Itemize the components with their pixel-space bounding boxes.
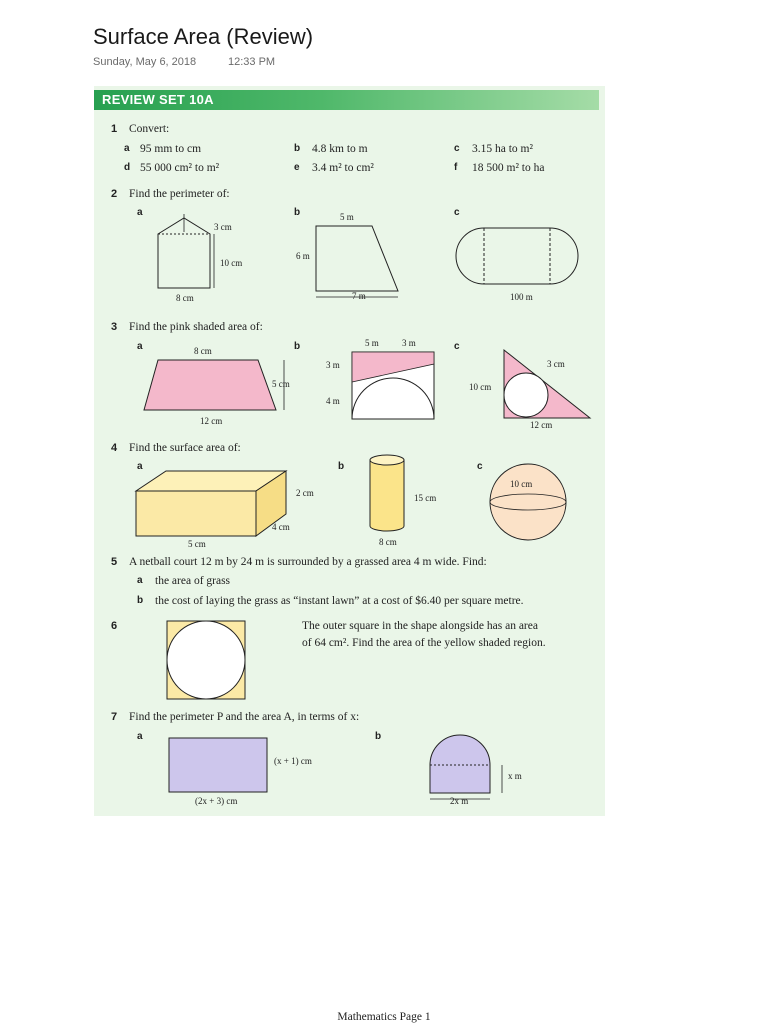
q7b-w: 2x m [450, 796, 469, 806]
q4-prompt: Find the surface area of: [129, 442, 241, 454]
q5-a-label: a [137, 575, 143, 586]
q4b-h: 15 cm [414, 493, 437, 503]
q3-number: 3 [111, 321, 118, 333]
q7-number: 7 [111, 711, 118, 723]
q2b-base: 7 m [352, 291, 366, 301]
q7a-rectangle-shape [168, 737, 270, 795]
q6-line2: of 64 cm². Find the area of the yellow shaded region. [302, 637, 546, 649]
note-time: 12:33 PM [228, 56, 276, 68]
q7b-arch-shape [428, 731, 518, 801]
page-footer: Mathematics Page 1 [337, 1011, 431, 1023]
q4a-h: 2 cm [296, 488, 314, 498]
q2-prompt: Find the perimeter of: [129, 188, 230, 200]
q7a-w: (2x + 3) cm [195, 796, 238, 806]
q4c-sphere-shape [484, 464, 574, 544]
q6-line1: The outer square in the shape alongside has an area [302, 620, 538, 632]
q2-c-label: c [454, 207, 460, 218]
q6-number: 6 [111, 620, 118, 632]
q7-a-label: a [137, 731, 143, 742]
q4c-d: 10 cm [510, 479, 533, 489]
q7-prompt: Find the perimeter P and the area A, in terms of x: [129, 711, 360, 723]
q3-a-label: a [137, 341, 143, 352]
q1-a-text: 95 mm to cm [140, 143, 202, 155]
q1-a-label: a [124, 143, 130, 154]
q4b-cylinder-shape [368, 454, 408, 534]
q1-b-label: b [294, 143, 301, 154]
q3c-base: 12 cm [530, 420, 553, 430]
q3c-side: 10 cm [469, 382, 492, 392]
q4-number: 4 [111, 442, 118, 454]
q4-b-label: b [338, 461, 345, 472]
review-sheet [94, 86, 605, 816]
q2-a-label: a [137, 207, 143, 218]
q2a-side: 10 cm [220, 258, 243, 268]
q2b-side: 6 m [296, 251, 310, 261]
q4-c-label: c [477, 461, 483, 472]
q2-b-label: b [294, 207, 301, 218]
q4b-d: 8 cm [379, 537, 397, 547]
q4a-w: 4 cm [272, 522, 290, 532]
note-date: Sunday, May 6, 2018 [93, 56, 197, 68]
q4-a-label: a [137, 461, 143, 472]
q3-b-label: b [294, 341, 301, 352]
q3-c-label: c [454, 341, 460, 352]
q2-number: 2 [111, 188, 118, 200]
q2b-top: 5 m [340, 212, 354, 222]
q2a-top: 3 cm [214, 222, 232, 232]
q1-e-label: e [294, 162, 300, 173]
q2b-trapezium-shape [312, 221, 412, 301]
q3-prompt: Find the pink shaded area of: [129, 321, 263, 333]
q1-f-label: f [454, 162, 458, 173]
q5-b-label: b [137, 595, 144, 606]
q3b-side2: 4 m [326, 396, 340, 406]
q3b-side1: 3 m [326, 360, 340, 370]
q6-square-circle-shape [166, 620, 248, 702]
q1-d-text: 55 000 cm² to m² [140, 162, 220, 174]
q7-b-label: b [375, 731, 382, 742]
q7a-h: (x + 1) cm [274, 756, 312, 766]
review-banner [94, 90, 599, 110]
q1-prompt: Convert: [129, 123, 170, 135]
q5-a-text: the area of grass [155, 575, 231, 587]
q1-e-text: 3.4 m² to cm² [312, 162, 374, 174]
q1-f-text: 18 500 m² to ha [472, 162, 545, 174]
q3b-shaded-shape [352, 352, 442, 422]
q1-number: 1 [111, 123, 118, 135]
banner-title: REVIEW SET 10A [102, 92, 214, 107]
q3a-height: 5 cm [272, 379, 290, 389]
q2a-base: 8 cm [176, 293, 194, 303]
q1-b-text: 4.8 km to m [312, 143, 368, 155]
q5-b-text: the cost of laying the grass as “instant lawn” at a cost of $6.40 per square metre. [155, 595, 524, 607]
q5-prompt: A netball court 12 m by 24 m is surrounded by a grassed area 4 m wide. Find: [129, 556, 487, 568]
q3b-top1: 5 m [365, 338, 379, 348]
q7b-h: x m [508, 771, 522, 781]
q3a-top: 8 cm [194, 346, 212, 356]
q1-d-label: d [124, 162, 131, 173]
q1-c-text: 3.15 ha to m² [472, 143, 533, 155]
q2c-base: 100 m [510, 292, 533, 302]
q3c-radius: 3 cm [547, 359, 565, 369]
q1-c-label: c [454, 143, 460, 154]
q3b-top2: 3 m [402, 338, 416, 348]
page-title: Surface Area (Review) [93, 24, 314, 49]
q2c-stadium-shape [454, 226, 584, 286]
q4a-l: 5 cm [188, 539, 206, 549]
q3a-base: 12 cm [200, 416, 223, 426]
q5-number: 5 [111, 556, 118, 568]
